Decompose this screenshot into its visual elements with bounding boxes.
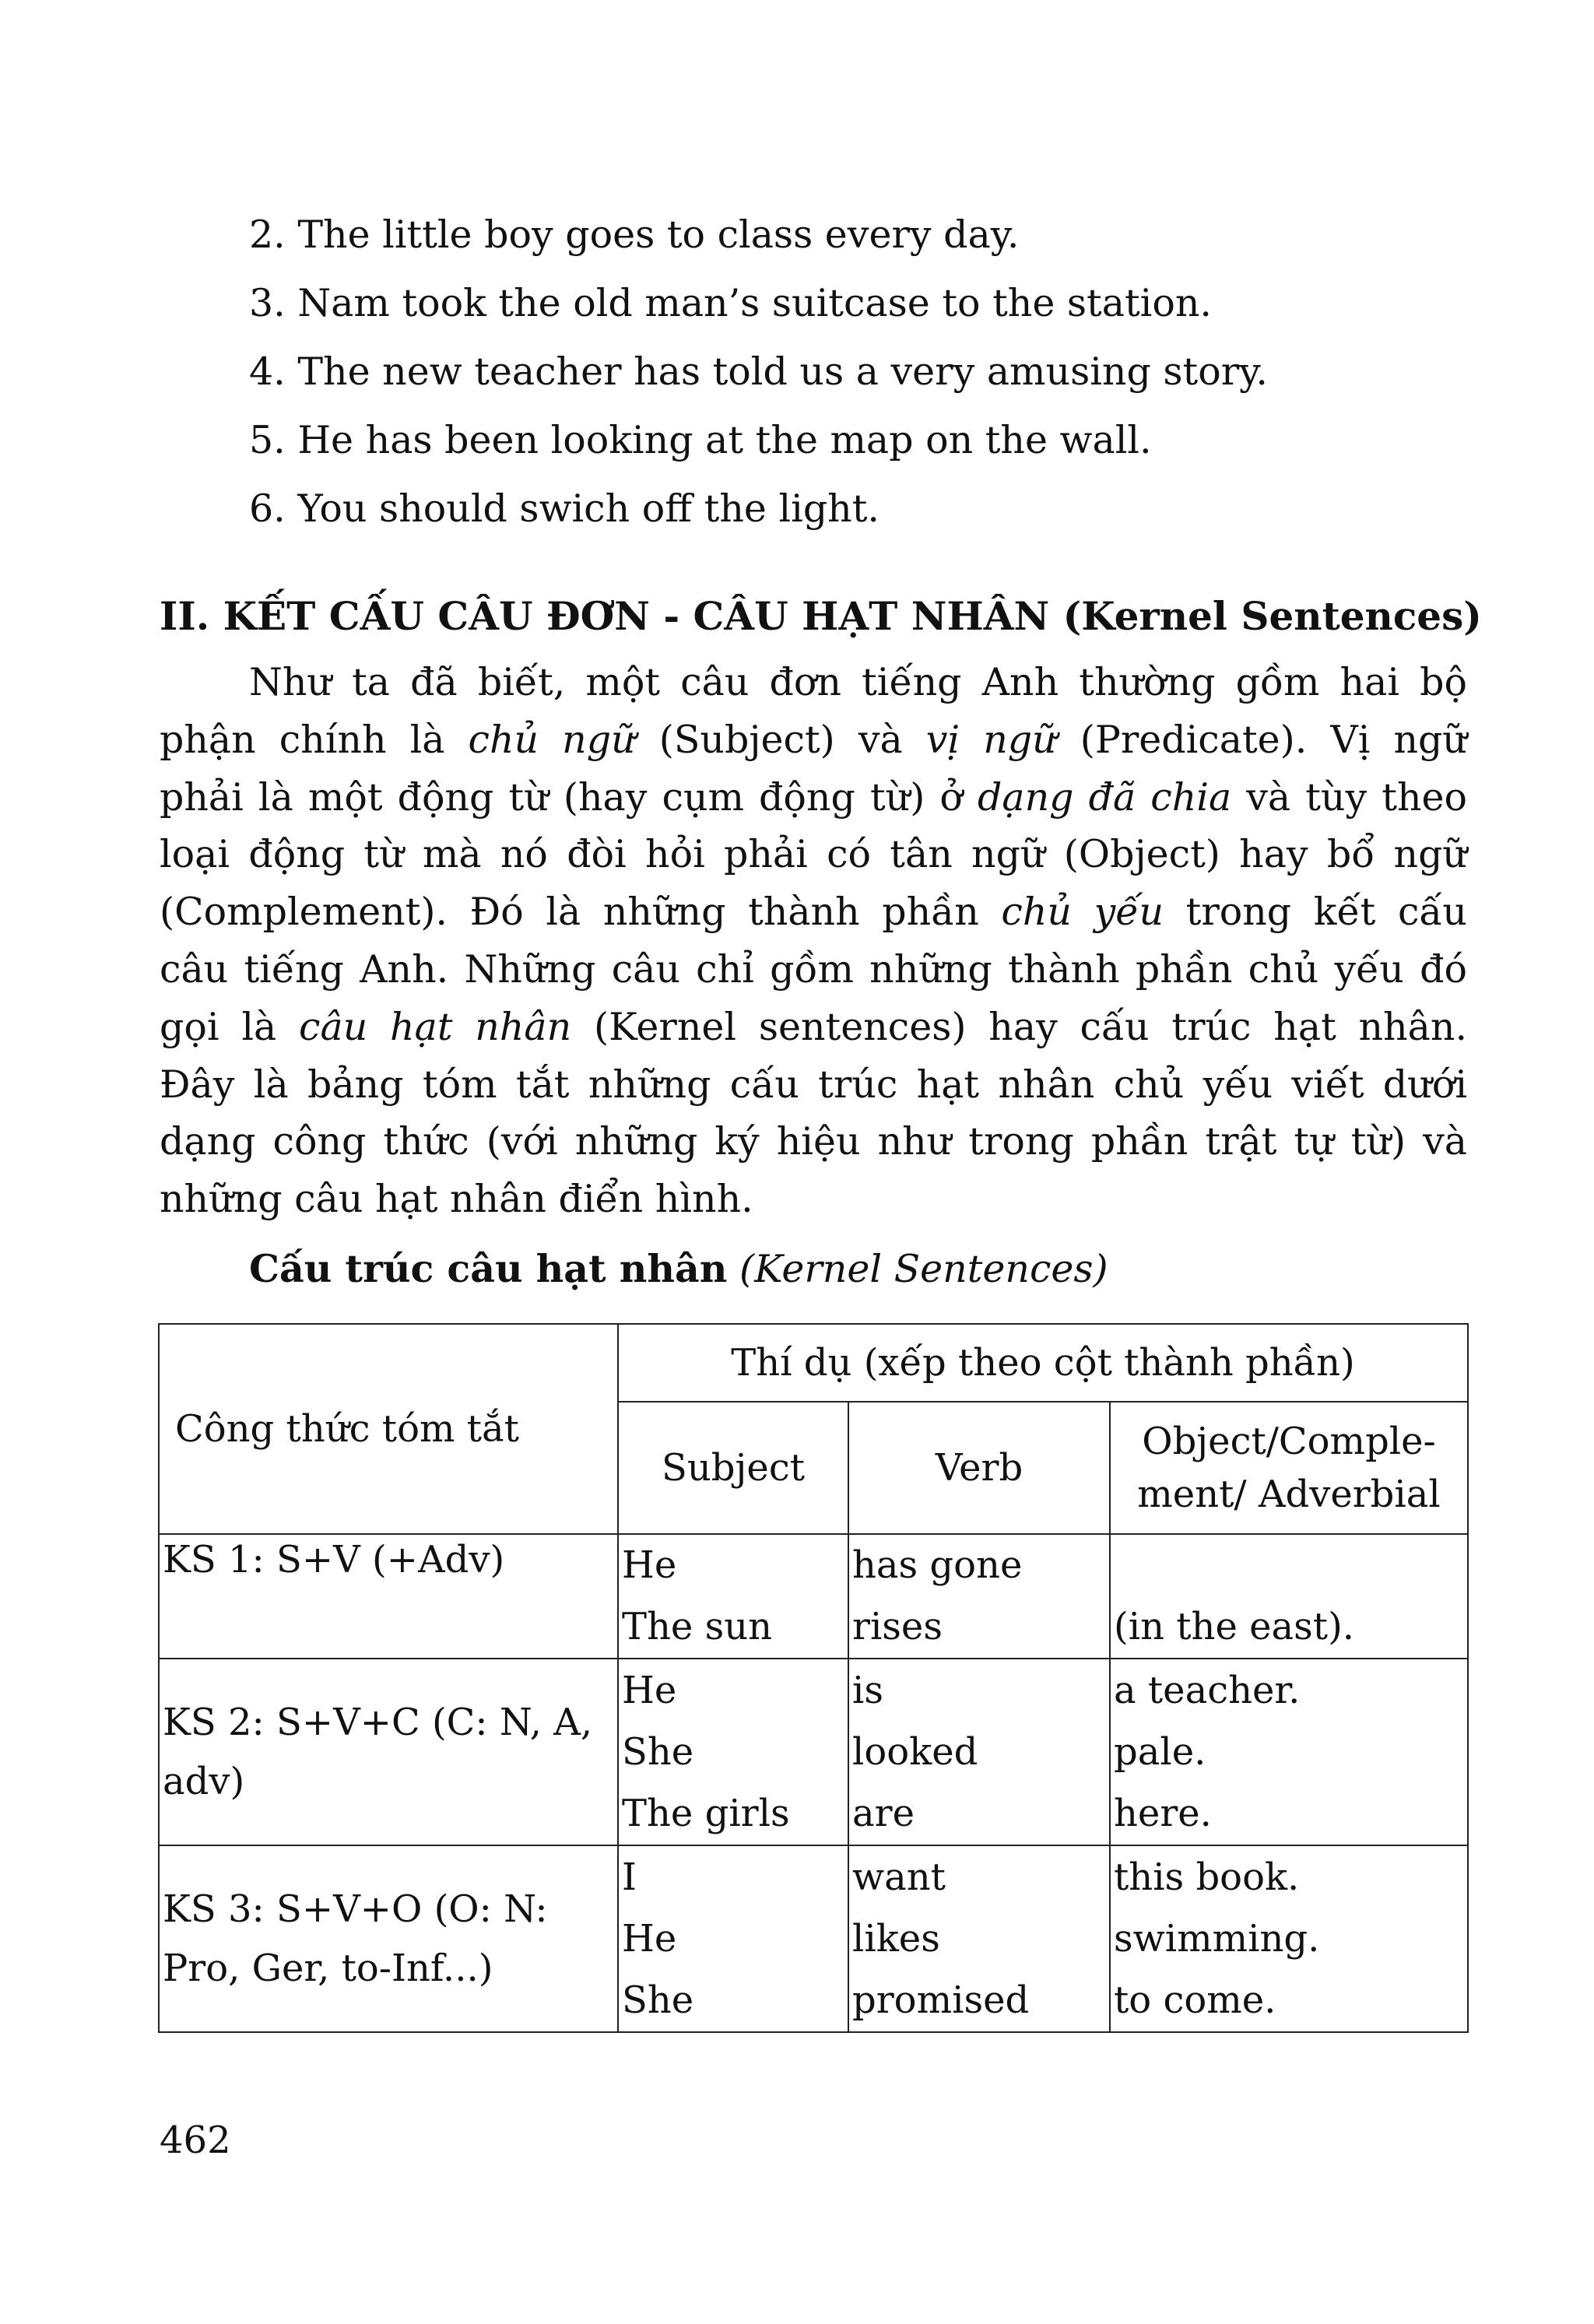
formula-cell: KS 2: S+V+C (C: N, A, adv)	[159, 1659, 618, 1845]
cell-line: this book.	[1114, 1855, 1300, 1899]
cell-line	[1114, 1535, 1464, 1596]
cell-line: The girls	[622, 1791, 790, 1835]
caption-subtitle: (Kernel Sentences)	[739, 1247, 1108, 1291]
text-run: trong kết cấu	[1164, 890, 1467, 935]
cell-line: He	[622, 1916, 677, 1961]
text-run: (Kernel sentences) hay cấu trúc hạt nhân.	[571, 1004, 1468, 1049]
paragraph-line	[160, 711, 1467, 769]
italic-term: chủ ngữ	[468, 717, 636, 762]
page-number: 462	[160, 2119, 231, 2162]
object-cell	[1110, 1659, 1468, 1845]
cell-line: want	[852, 1855, 946, 1899]
paragraph-line	[160, 769, 1467, 827]
text-run: (Predicate). Vị ngữ	[1056, 717, 1467, 762]
verb-cell	[848, 1534, 1110, 1659]
paragraph-line	[160, 999, 1467, 1056]
subject-cell	[618, 1534, 848, 1659]
italic-term: dạng đã chia	[978, 774, 1232, 820]
italic-term: vị ngữ	[925, 717, 1057, 762]
cell-line: is	[852, 1668, 883, 1712]
paragraph-line	[160, 883, 1467, 941]
paragraph-line: những câu hạt nhân điển hình.	[160, 1177, 753, 1222]
header-object	[1110, 1402, 1468, 1534]
cell-line: He	[622, 1668, 677, 1712]
table-row	[159, 1659, 1468, 1845]
formula-cell: KS 3: S+V+O (O: N: Pro, Ger, to-Inf...)	[159, 1845, 618, 2032]
cell-line: I	[622, 1855, 637, 1899]
text-run: (Complement). Đó là những thành phần	[160, 890, 1002, 935]
cell-line: looked	[852, 1729, 978, 1774]
object-cell	[1110, 1534, 1468, 1659]
text-run: (Subject) và	[635, 717, 926, 762]
kernel-sentence-table	[158, 1323, 1469, 2033]
subject-cell	[618, 1845, 848, 2032]
cell-line: are	[852, 1791, 915, 1835]
cell-line: has gone	[852, 1543, 1023, 1587]
header-object-line: ment/ Adverbial	[1137, 1473, 1441, 1516]
table-row	[159, 1534, 1468, 1659]
header-formula: Công thức tóm tắt	[159, 1324, 618, 1534]
object-cell	[1110, 1845, 1468, 2032]
paragraph-line: loại động từ mà nó đòi hỏi phải có tân ngữ (Object) hay bổ ngữ	[160, 832, 1467, 877]
caption-title: Cấu trúc câu hạt nhân	[249, 1246, 728, 1291]
cell-line: here.	[1114, 1791, 1212, 1835]
cell-line: pale.	[1114, 1729, 1206, 1774]
list-item: 3. Nam took the old man’s suitcase to the station.	[249, 281, 1212, 325]
list-item: 6. You should swich off the light.	[249, 486, 880, 531]
formula-cell: KS 1: S+V (+Adv)	[159, 1534, 618, 1659]
cell-line: a teacher.	[1114, 1668, 1301, 1712]
cell-line: He	[622, 1543, 677, 1587]
paragraph-line: Đây là bảng tóm tắt những cấu trúc hạt nhân chủ yếu viết dưới	[160, 1062, 1467, 1107]
text-run: phải là một động từ (hay cụm động từ) ở	[160, 774, 978, 820]
table-header-row	[159, 1324, 1468, 1402]
cell-line: swimming.	[1114, 1916, 1320, 1961]
table-row	[159, 1845, 1468, 2032]
cell-line: rises	[852, 1605, 943, 1648]
table-caption	[249, 1237, 1463, 1301]
header-examples: Thí dụ (xếp theo cột thành phần)	[618, 1324, 1468, 1402]
italic-term: câu hạt nhân	[299, 1004, 572, 1049]
text-run: và tùy theo	[1231, 774, 1468, 820]
exercise-list	[249, 201, 1463, 543]
subject-cell	[618, 1659, 848, 1845]
cell-line: The sun	[622, 1605, 773, 1648]
cell-line: She	[622, 1729, 694, 1774]
cell-line: likes	[852, 1916, 940, 1961]
list-item: 2. The little boy goes to class every day.	[249, 212, 1020, 257]
cell-line: promised	[852, 1978, 1030, 2022]
header-verb: Verb	[848, 1402, 1110, 1534]
section-heading: II. KẾT CẤU CÂU ĐƠN - CÂU HẠT NHÂN (Kernel Sentences)	[160, 593, 1482, 639]
list-item: 5. He has been looking at the map on the wall.	[249, 418, 1152, 462]
text-run: phận chính là	[160, 717, 469, 762]
text-run: gọi là	[160, 1004, 300, 1049]
cell-line: to come.	[1114, 1978, 1276, 2022]
list-item: 4. The new teacher has told us a very amusing story.	[249, 349, 1268, 394]
cell-line: She	[622, 1978, 694, 2022]
body-paragraph	[160, 654, 1467, 1228]
italic-term: chủ yếu	[1001, 890, 1164, 935]
paragraph-line: câu tiếng Anh. Những câu chỉ gồm những thành phần chủ yếu đó	[160, 946, 1467, 992]
paragraph-line: dạng công thức (với những ký hiệu như trong phần trật tự từ) và	[160, 1119, 1467, 1164]
paragraph-line: Như ta đã biết, một câu đơn tiếng Anh thường gồm hai bộ	[249, 660, 1467, 704]
header-subject: Subject	[618, 1402, 848, 1534]
cell-line: (in the east).	[1114, 1605, 1355, 1648]
header-object-line: Object/Comple-	[1142, 1420, 1436, 1463]
verb-cell	[848, 1845, 1110, 2032]
verb-cell	[848, 1659, 1110, 1845]
